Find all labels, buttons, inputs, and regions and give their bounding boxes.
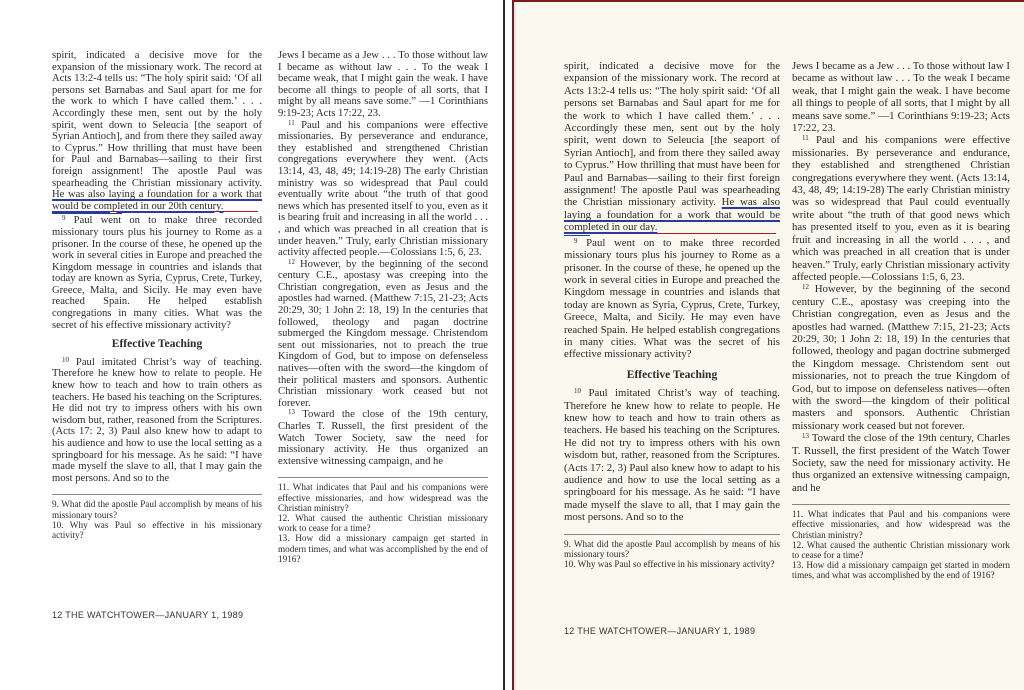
question-11: 11. What indicates that Paul and his companions were effective missionaries, and how widespread was the Christian ministry? — [278, 482, 488, 513]
section-heading: Effective Teaching — [111, 338, 203, 351]
scan-edge — [514, 2, 518, 690]
paragraph-10-continued: Jews I became as a Jew . . . To those without law I became as without law . . . To the weak I became weak, that I might gain the weak. I have become all things to people of all sorts, that I might by all means save some.” —1 Corinthians 9:19-23; Acts 17:22, 23. — [792, 60, 1010, 135]
question-10: 10. Why was Paul so effective in his missionary activity? — [564, 559, 775, 570]
paragraph-12: $^{12}$ However, by the beginning of the second century C.E., apostasy was creeping into the Christian congregation, even as Jesus and the apostles had warned. (Matthew 7:15, 21-23; Acts 20:29, 30; 1 John 2: 18, 19) In the centuries that followed, theology and pagan doctrine submerged the Kingdom message. Christendom sent out missionaries, not to preach the true Kingdom of God, but to impose on defenseless natives—often with the sword—the kingdom of their political masters and sponsors. Authentic Christian missionary work ceased but not forever. — [792, 283, 1011, 432]
paragraph-9: $^9$ Paul went on to make three recorded missionary tours plus his journey to Rome as a prisoner. In the course of these, he opened up the work in several cities in Europe and preached the Kingdom message in countries and islands that today are known as Syria, Cyprus, Crete, Turkey, Greece, Malta, and Sicily. He may even have reached Spain. He helped establish congregations in many cities. What was the secret of his effective missionary activity? — [564, 236, 781, 361]
paragraph-11: $^{11}$ Paul and his companions were effective missionaries. By perseverance and endurance, they established and strengthened Christian congregations everywhere they went. (Acts 13:14, 43, 48, 49; 14:19-28) The early Christian ministry was so widespread that Paul could eventually write about “the truth of that good news which has presented itself to you, even as it is bearing fruit and increasing in all the world . . . , and which was preached in all creation that is under heaven.” Truly, early Christian missionary activity affected people.—Colossians 1:5, 6, 23. — [278, 118, 488, 259]
study-questions — [52, 494, 262, 540]
question-13: 13. How did a missionary campaign get started in modern times, and what was accomplished by the end of 1916? — [792, 560, 1010, 581]
paragraph-10: $^{10}$ Paul imitated Christ’s way of teaching. Therefore he knew how to relate to people. He knew how to teach and how to train others as teachers. He based his teaching on the Scriptures. He did not try to impress others with his own wisdom but, rather, reasoned from the Scriptures. (Acts 17: 2, 3) Paul also knew how to adapt to his audience and how to use the local setting as a springboard for his message. As he said: “I have made myself the slave to all, that I may gain the most persons. And so to the — [52, 355, 262, 484]
question-9: 9. What did the apostle Paul accomplish by means of his missionary tours? — [564, 538, 780, 559]
left-column-2 — [278, 50, 488, 564]
paragraph-10-continued: Jews I became as a Jew . . . To those without law I became as without law . . . To the weak I became weak, that I might gain the weak. I have become all things to people of all sorts, that I might by all means save some.” —1 Corinthians 9:19-23; Acts 17:22, 23. — [278, 50, 488, 119]
page-footer: 12 THE WATCHTOWER—JANUARY 1, 1989 — [52, 610, 244, 620]
question-11: 11. What indicates that Paul and his companions were effective missionaries, and how widespread was the Christian ministry? — [792, 509, 1010, 540]
right-column-2 — [792, 60, 1010, 581]
question-12: 12. What caused the authentic Christian missionary work to cease for a time? — [278, 512, 488, 534]
study-questions — [792, 504, 1010, 580]
question-13: 13. How did a missionary campaign get started in modern times, and what was accomplished by the end of 1916? — [278, 533, 488, 564]
paragraph-8-continued: spirit, indicated a decisive move for the expansion of the missionary work. The record at Acts 13:2-4 tells us: “The holy spirit said: ‘Of all persons set Barnabas and Saul apart for me for the work to which I have called them.’ . . . Accordingly these men, sent out by the holy spirit, went down to Seleucia [the seaport of Syrian Antioch], and from there they sailed away to Cyprus.” How thrilling that must have been for Paul and Barnabas—sailing to their first foreign assignment! The apostle Paul was spearheading the Christian missionary activity. He was also laying a foundation for a work that would be completed in our 20th century. — [52, 50, 262, 212]
blue-underline — [564, 235, 590, 236]
study-questions — [278, 477, 488, 564]
question-12: 12. What caused the authentic Christian missionary work to cease for a time? — [792, 539, 1010, 561]
paragraph-11: $^{11}$ Paul and his companions were effective missionaries. By perseverance and endurance, they established and strengthened Christian congregations everywhere they went. (Acts 13:14, 43, 48, 49; 14:19-28) The early Christian ministry was so widespread that Paul could eventually write about “the truth of that good news which has presented itself to you, even as it is bearing fruit and increasing in all the world . . . , and which was preached in all creation that is under heaven.” Truly, early Christian missionary activity affected people.—Colossians 1:5, 6, 23. — [792, 134, 1010, 283]
left-page-scan — [0, 0, 505, 690]
question-10: 10. Why was Paul so effective in his missionary activity? — [52, 519, 262, 540]
question-9: 9. What did the apostle Paul accomplish by means of his missionary tours? — [52, 499, 262, 520]
study-questions — [564, 534, 780, 570]
highlighted-sentence: He was also laying a foundation for a work that would be completed in our day. — [564, 196, 781, 234]
paragraph-10: $^{10}$ Paul imitated Christ’s way of teaching. Therefore he knew how to relate to people. He knew how to teach and how to train others as teachers. He based his teaching on the Scriptures. He did not try to impress others with his own wisdom but, rather, reasoned from the Scriptures. (Acts 17: 2, 3) Paul also knew how to adapt to his audience and how to use the local setting as a springboard for his message. As he said: “I have made myself the slave to all, that I may gain the most persons. And so to the — [564, 387, 781, 524]
page-footer: 12 THE WATCHTOWER—JANUARY 1, 1989 — [564, 626, 756, 636]
paragraph-13: $^{13}$ Toward the close of the 19th century, Charles T. Russell, the first president of the Watch Tower Society, saw the need for missionary activity. He thus organized an extensive witnessing campaign, and he — [792, 432, 1010, 494]
paragraph-13: $^{13}$ Toward the close of the 19th century, Charles T. Russell, the first president of the Watch Tower Society, saw the need for missionary activity. He thus organized an extensive witnessing campaign, and he — [278, 408, 488, 467]
right-page-scan — [512, 0, 1024, 690]
paragraph-12: $^{12}$ However, by the beginning of the second century C.E., apostasy was creeping into the Christian congregation, even as Jesus and the apostles had warned. (Matthew 7:15, 21-23; Acts 20:29, 30; 1 John 2: 18, 19) In the centuries that followed, theology and pagan doctrine submerged the Kingdom message. Christendom sent out missionaries, not to preach the true Kingdom of God, but to impose on defenseless natives—often with the sword—the kingdom of their political masters and sponsors. Authentic Christian missionary work ceased but not forever. — [278, 257, 488, 409]
highlighted-sentence: He was also laying a foundation for a work that would be completed in our 20th century. — [52, 189, 262, 212]
paragraph-9: $^9$ Paul went on to make three recorded missionary tours plus his journey to Rome as a prisoner. In the course of these, he opened up the work in several cities in Europe and preached the Kingdom message in countries and islands that today are known as Syria, Cyprus, Crete, Turkey, Greece, Malta, and Sicily. He may even have reached Spain. He helped establish congregations in many cities. What was the secret of his effective missionary activity? — [52, 214, 262, 331]
right-column-1 — [564, 60, 780, 569]
paragraph-8-continued: spirit, indicated a decisive move for the expansion of the missionary work. The record at Acts 13:2-4 tells us: “The holy spirit said: ‘Of all persons set Barnabas and Saul apart for me for the work to which I have called them.’ . . . Accordingly these men, sent out by the holy spirit, went down to Seleucia [the seaport of Syrian Antioch], and from there they sailed away to Cyprus.” How thrilling that must have been for Paul and Barnabas—sailing to their first foreign assignment! The apostle Paul was spearheading the Christian missionary activity. He was also laying a foundation for a work that would be completed in our day. — [564, 60, 781, 234]
section-heading: Effective Teaching — [626, 368, 718, 381]
left-column-1 — [52, 50, 262, 540]
